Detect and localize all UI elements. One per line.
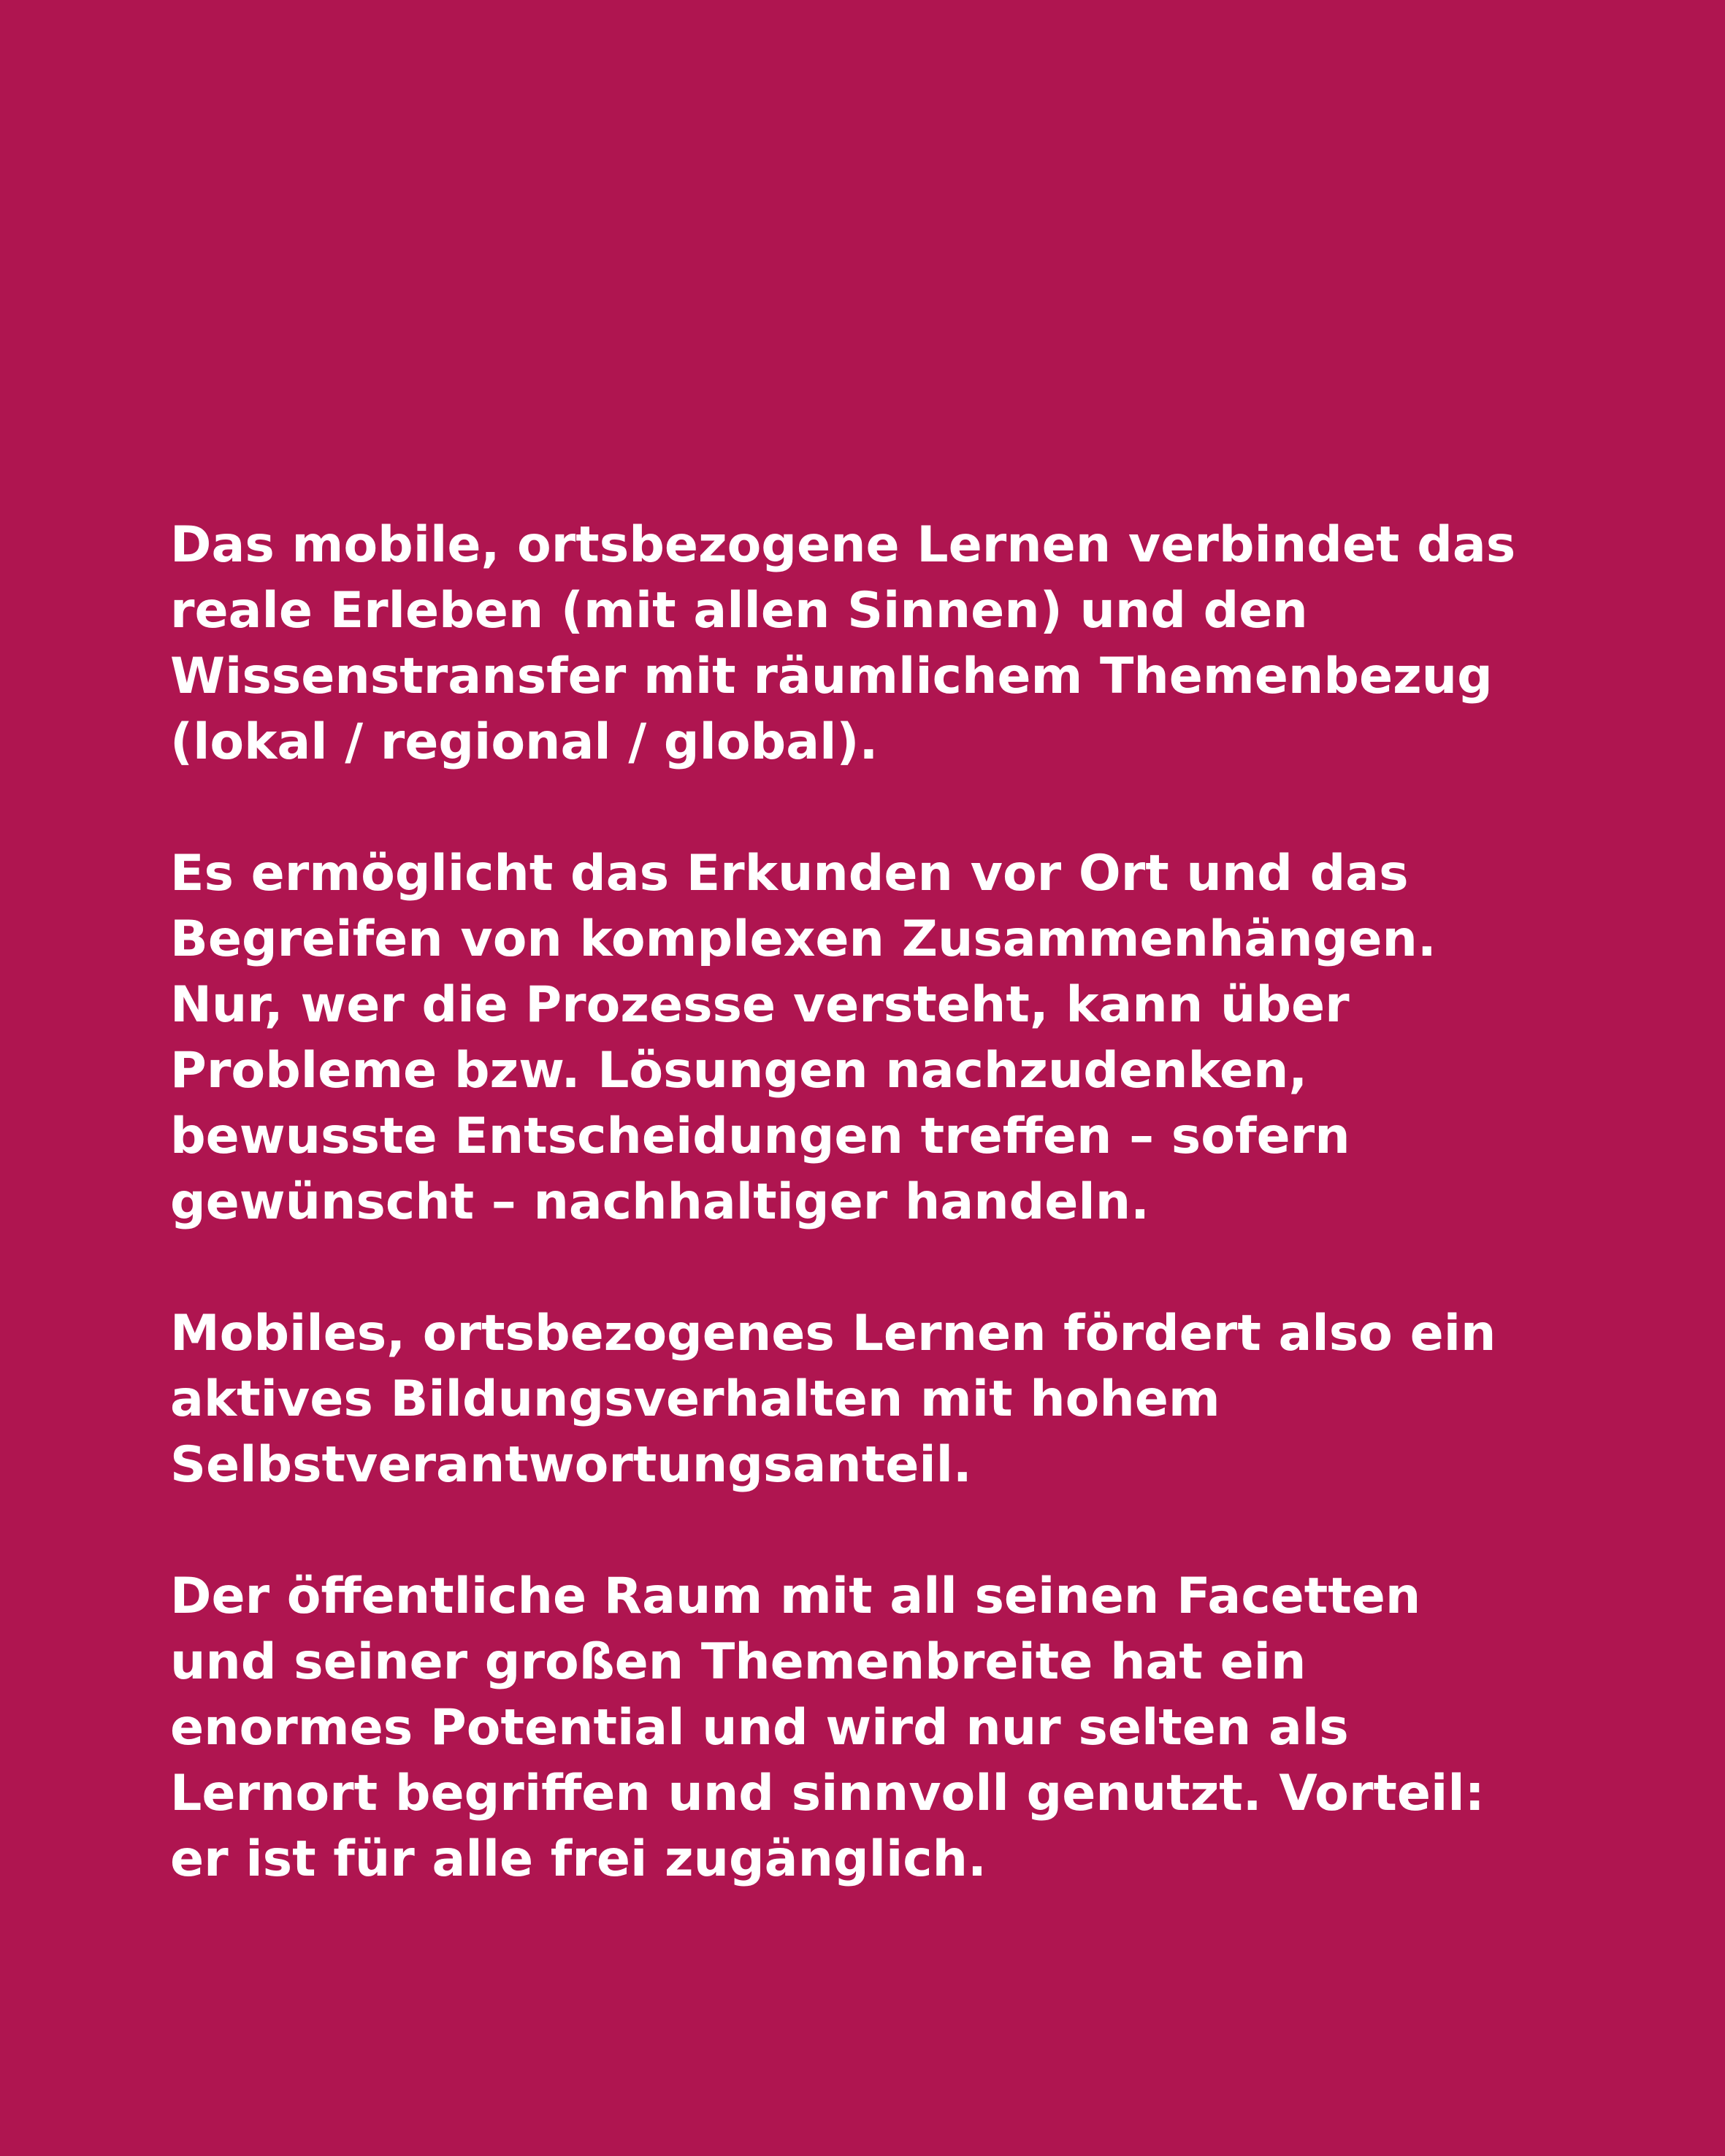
text-line: aktives Bildungsverhalten mit hohem [170,1370,1220,1428]
text-line: Wissenstransfer mit räumlichem Themenbezug [170,648,1493,705]
paragraph-3 [170,1301,1631,1498]
text-line: Probleme bzw. Lösungen nachzudenken, [170,1042,1308,1100]
text-line: Mobiles, ortsbezogenes Lernen fördert also ein [170,1305,1496,1362]
paragraph-4 [170,1564,1631,1892]
paragraph-1 [170,513,1631,775]
text-line: Es ermöglicht das Erkunden vor Ort und das [170,845,1409,902]
paragraph-2 [170,841,1631,1235]
text-line: bewusste Entscheidungen treffen – sofern [170,1108,1350,1165]
text-line: Begreifen von komplexen Zusammenhängen. [170,910,1437,968]
text-line: reale Erleben (mit allen Sinnen) und den [170,582,1308,640]
text-line: gewünscht – nachhaltiger handeln. [170,1173,1150,1231]
text-line: Selbstverantwortungsanteil. [170,1436,972,1494]
text-line: Lernort begriffen und sinnvoll genutzt. Vorteil: [170,1765,1485,1822]
text-line: enormes Potential und wird nur selten als [170,1699,1349,1757]
text-line: Das mobile, ortsbezogene Lernen verbindet das [170,516,1516,574]
text-line: Nur, wer die Prozesse versteht, kann über [170,976,1350,1034]
text-line: (lokal / regional / global). [170,713,879,771]
text-line: Der öffentliche Raum mit all seinen Facetten [170,1568,1421,1625]
text-line: er ist für alle frei zugänglich. [170,1830,987,1888]
body-text [170,513,1631,1892]
text-line: und seiner großen Themenbreite hat ein [170,1633,1307,1691]
